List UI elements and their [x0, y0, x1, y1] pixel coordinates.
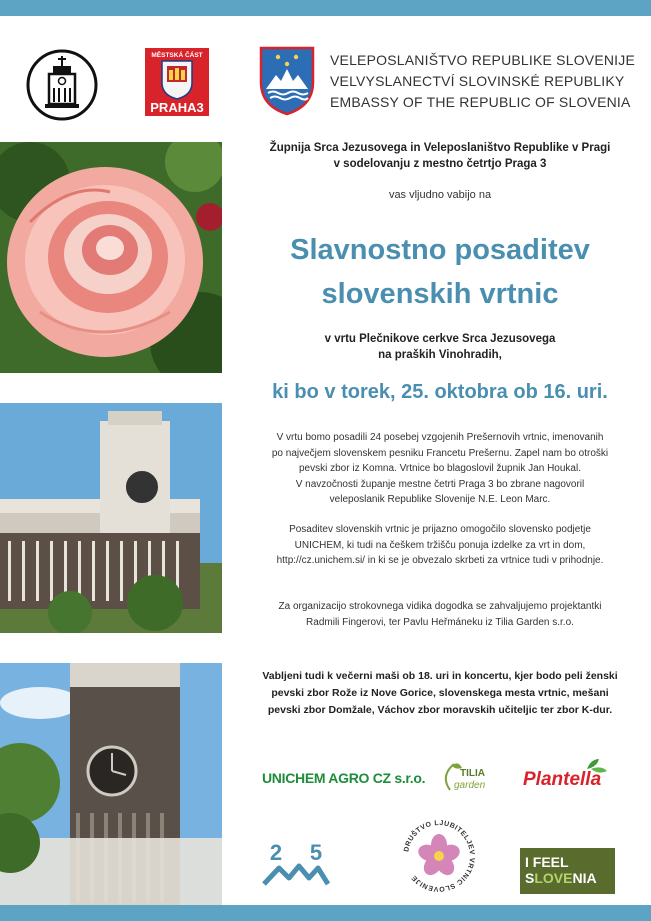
event-title-line-2: slovenskih vrtnic [321, 278, 559, 310]
ifeel-line-1: I FEEL [525, 854, 569, 870]
logo-25-digit-a: 2 [269, 840, 283, 865]
embassy-line-2: VELVYSLANECTVÍ SLOVINSKÉ REPUBLIKY [330, 73, 625, 89]
evening-line: Vabljeni tudi k večerni maši ob 18. uri in koncertu, kjer bodo peli ženski [262, 670, 618, 682]
paragraph-planting [228, 430, 651, 508]
i-feel-slovenia-logo [520, 848, 615, 894]
organizers-line-1: Župnija Srca Jezusovega in Veleposlaništvo Republike v Pragi [269, 142, 611, 154]
paragraph-sponsor [228, 522, 651, 569]
clock-tower-photo [0, 663, 222, 905]
paragraph-line: Radmili Fingerovi, ter Pavlu Heřmáneku iz Tilia Garden s.r.o. [306, 616, 574, 628]
rose-society-logo [400, 812, 478, 898]
top-band [0, 0, 651, 16]
praha3-logo [145, 48, 209, 116]
praha-logo-bottom-text: PRAHA3 [150, 100, 204, 115]
paragraph-line: UNICHEM, ki tudi na češkem tržišču ponuja izdelke za vrt in dom, [294, 539, 586, 551]
paragraph-thanks [228, 599, 651, 630]
organizers [228, 140, 651, 172]
paragraph-line: Za organizacijo strokovnega vidika dogodka se zahvaljujemo projektantki [278, 601, 602, 612]
event-title [228, 228, 651, 316]
organizers-line-2: v sodelovanju z mestno četrtjo Praga 3 [333, 158, 547, 170]
paragraph-line: V navzočnosti županje mestne četrti Praga 3 bo zbrane nagovoril [295, 478, 585, 490]
logo-25-digit-b: 5 [309, 840, 323, 865]
event-title-line-1: Slavnostno posaditev [290, 234, 590, 266]
paragraph-line: veleposlanik Republike Slovenije N.E. Leon Marc. [329, 494, 551, 505]
event-place-line-2: na praških Vinohradih, [378, 349, 502, 361]
tilia-garden-logo [440, 760, 496, 794]
parish-logo [25, 48, 99, 122]
paragraph-line: Posaditev slovenskih vrtnic je prijazno omogočilo slovensko podjetje [289, 524, 591, 535]
event-date: ki bo v torek, 25. oktobra ob 16. uri. [272, 381, 608, 403]
plantella-logo [521, 757, 613, 791]
ifeel-love: LOVE [534, 870, 573, 886]
embassy-line-3: EMBASSY OF THE REPUBLIC OF SLOVENIA [330, 94, 631, 110]
tilia-top-text: TILIA [460, 768, 485, 779]
paragraph-line: http://cz.unichem.si/ in ki se je obvezalo skrbeti za vrtnice tudi v prihodnje. [276, 555, 604, 566]
embassy-line-1: VELEPOSLANIŠTVO REPUBLIKE SLOVENIJE [330, 52, 635, 68]
slovenia-coat-of-arms [258, 45, 316, 117]
praha-logo-top-text: MĚSTSKÁ ČÁST [151, 52, 203, 59]
ifeel-line-2 [525, 870, 597, 886]
church-photo [0, 403, 222, 633]
event-place-line-1: v vrtu Plečnikove cerkve Srca Jezusovega [324, 333, 556, 345]
logo-25-years [262, 838, 330, 888]
invite-text: vas vljudno vabijo na [388, 189, 492, 201]
event-place [228, 331, 651, 363]
tilia-bottom-text: garden [454, 780, 486, 791]
plantella-text: Plantella [523, 769, 602, 790]
bottom-band [0, 905, 651, 921]
embassy-header [330, 50, 635, 113]
rose-photo [0, 142, 222, 373]
ifeel-nia: NIA [572, 870, 597, 886]
rose-society-text: DRUŠTVO LJUBITELJEV VRTNIC SLOVENIJE [403, 819, 476, 893]
evening-line: pevski zbor Domžale, Váchov zbor moravskih učiteljic ter zbor K-dur. [267, 704, 613, 716]
unichem-logo: UNICHEM AGRO CZ s.r.o. [262, 770, 426, 786]
evening-invitation [228, 668, 651, 719]
paragraph-line: po največjem slovenskem pesniku Francetu Prešernu. Zapel nam bo otroški [271, 447, 609, 459]
paragraph-line: V vrtu bomo posadili 24 posebej vzgojenih Prešernovih vrtnic, imenovanih [276, 432, 604, 443]
ifeel-s: S [525, 870, 535, 886]
evening-line: pevski zbor Rože iz Nove Gorice, slovenskega mesta vrtnic, mešani [271, 687, 609, 699]
paragraph-line: pevski zbor iz Komna. Vrtnice bo blagoslovil župnik Jan Houkal. [299, 463, 581, 474]
i-feel-slovenia-text [525, 854, 597, 886]
